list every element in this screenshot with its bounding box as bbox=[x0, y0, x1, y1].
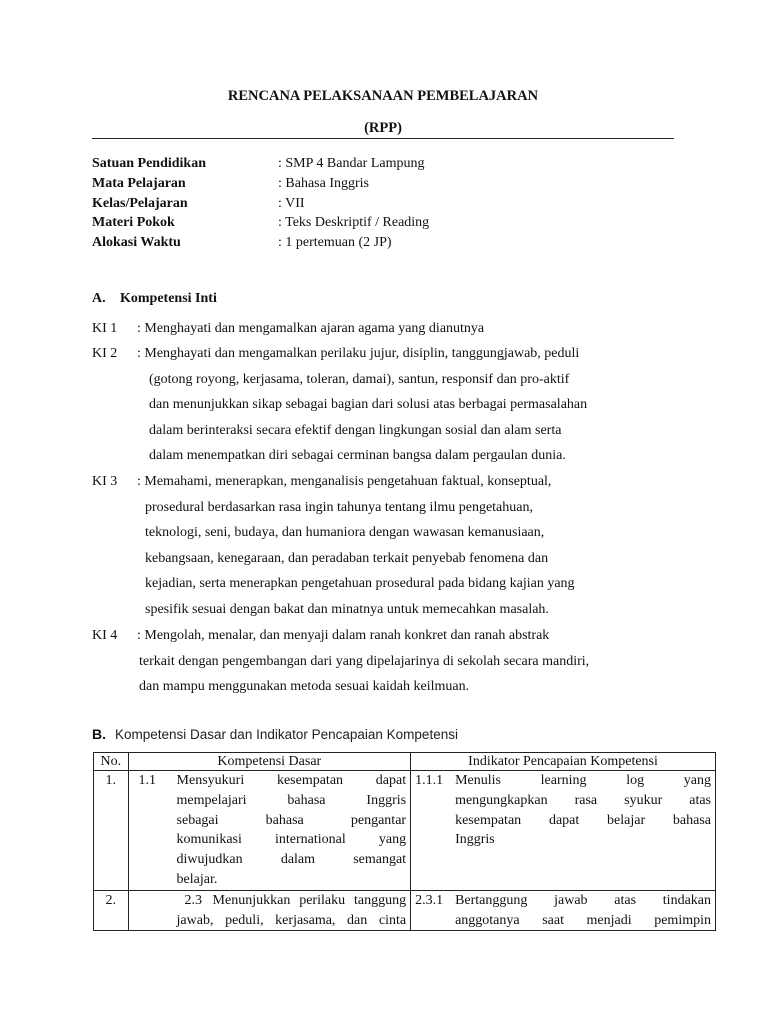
kd-text bbox=[177, 911, 411, 931]
document-subtitle: (RPP) bbox=[364, 120, 402, 136]
indicator-line: Menulis learning log yang bbox=[455, 773, 711, 788]
ki-text bbox=[137, 316, 674, 342]
document-title: RENCANA PELAKSANAAN PEMBELAJARAN bbox=[227, 88, 539, 104]
ki-line: kebangsaan, kenegaraan, dan peradaban terkait penyebab fenomena dan bbox=[145, 550, 549, 566]
ki-line: (gotong royong, kerjasama, toleran, damai), santun, responsif dan pro-aktif bbox=[149, 371, 570, 387]
title-divider bbox=[92, 138, 674, 139]
competency-table bbox=[93, 752, 716, 931]
identity-row bbox=[92, 174, 674, 194]
identity-value: : VII bbox=[278, 195, 305, 211]
ki-line: kejadian, serta menerapkan pengetahuan prosedural pada bidang kajian yang bbox=[145, 576, 575, 592]
ki-line: prosedural berdasarkan rasa ingin tahunya tentang ilmu pengetahuan, bbox=[145, 499, 533, 515]
ki-line: terkait dengan pengembangan dari yang dipelajarinya di sekolah secara mandiri, bbox=[139, 653, 590, 669]
kd-line: Mensyukuri kesempatan dapat bbox=[176, 773, 407, 788]
kd-line: diwujudkan dalam semangat bbox=[176, 852, 407, 868]
indicator-line: kesempatan dapat belajar bahasa bbox=[455, 812, 711, 828]
section-b-heading bbox=[92, 726, 458, 744]
indicator-cell bbox=[411, 890, 716, 931]
ki-line: dan menunjukkan sikap sebagai bagian dari solusi atas berbagai permasalahan bbox=[149, 397, 588, 413]
kd-cell-continuation bbox=[129, 911, 411, 931]
kd-number: 1.1 bbox=[138, 773, 157, 788]
kd-cell bbox=[128, 890, 411, 931]
section-a-title: Kompetensi Inti bbox=[120, 291, 217, 306]
kd-text bbox=[177, 771, 411, 791]
indicator-line: Bertanggung jawab atas tindakan bbox=[455, 892, 711, 908]
indicator-cell-content bbox=[411, 771, 715, 850]
kd-cell-content bbox=[129, 771, 411, 791]
identity-value: : 1 pertemuan (2 JP) bbox=[278, 235, 392, 251]
kd-line: komunikasi international yang bbox=[176, 832, 407, 848]
identity-label: Satuan Pendidikan bbox=[92, 156, 206, 171]
header-no: No. bbox=[94, 753, 129, 771]
identity-label: Kelas/Pelajaran bbox=[92, 195, 188, 211]
ki-line: : Mengolah, menalar, dan menyaji dalam ranah konkret dan ranah abstrak bbox=[137, 628, 550, 643]
ki-label: KI 1 bbox=[92, 321, 118, 336]
kd-indent bbox=[129, 791, 177, 890]
indicator-cell bbox=[411, 771, 716, 891]
identity-value: : Teks Deskriptif / Reading bbox=[278, 215, 430, 231]
kd-line: Menunjukkan perilaku tanggung bbox=[212, 892, 407, 908]
kd-line: sebagai bahasa pengantar bbox=[176, 812, 407, 828]
indicator-line: mengungkapkan rasa syukur atas bbox=[455, 792, 711, 808]
kd-cell bbox=[128, 771, 411, 891]
indicator-number: 2.3.1 bbox=[415, 892, 444, 908]
indicator-line: anggotanya saat menjadi pemimpin bbox=[455, 912, 711, 928]
indicator-number: 1.1.1 bbox=[415, 773, 444, 788]
ki-label: KI 4 bbox=[92, 628, 118, 643]
ki-text bbox=[137, 341, 674, 469]
identity-value: : SMP 4 Bandar Lampung bbox=[278, 156, 425, 171]
ki-label: KI 2 bbox=[92, 346, 118, 361]
ki-line: dan mampu menggunakan metoda sesuai kaidah keilmuan. bbox=[139, 679, 470, 695]
kd-text bbox=[177, 791, 411, 890]
indicator-text bbox=[455, 771, 715, 850]
ki-line: teknologi, seni, budaya, dan humaniora dengan wawasan kemanusiaan, bbox=[145, 525, 545, 541]
kd-cell-continuation bbox=[129, 791, 411, 890]
identity-label: Alokasi Waktu bbox=[92, 235, 181, 251]
identity-label: Materi Pokok bbox=[92, 215, 175, 231]
indicator-text bbox=[455, 891, 715, 931]
ki-line: : Menghayati dan mengamalkan ajaran agama yang dianutnya bbox=[137, 321, 485, 336]
ki-label: KI 3 bbox=[92, 474, 118, 489]
row-number: 2. bbox=[94, 890, 129, 931]
identity-row bbox=[92, 154, 674, 174]
identity-row bbox=[92, 233, 674, 253]
kd-line: jawab, peduli, kerjasama, dan cinta bbox=[176, 912, 407, 928]
kd-text bbox=[213, 891, 411, 911]
indicator-cell-content bbox=[411, 891, 715, 931]
kd-cell-content bbox=[129, 891, 411, 911]
table-header-row bbox=[94, 753, 716, 771]
ki-line: : Memahami, menerapkan, menganalisis pengetahuan faktual, konseptual, bbox=[137, 474, 552, 489]
section-b-title: Kompetensi Dasar dan Indikator Pencapaian Kompetensi bbox=[115, 727, 458, 742]
section-a-heading bbox=[92, 291, 217, 307]
header-kompetensi-dasar: Kompetensi Dasar bbox=[128, 753, 411, 771]
kd-line: mempelajari bahasa Inggris bbox=[176, 792, 407, 808]
ki-line: dalam berinteraksi secara efektif dengan lingkungan sosial dan alam serta bbox=[149, 422, 562, 438]
row-number: 1. bbox=[94, 771, 129, 891]
ki-line: dalam menempatkan diri sebagai cerminan bangsa dalam pergaulan dunia. bbox=[149, 448, 566, 464]
indicator-line: Inggris bbox=[455, 832, 495, 848]
identity-row bbox=[92, 194, 674, 214]
header-indikator: Indikator Pencapaian Kompetensi bbox=[411, 753, 716, 771]
ki-line: : Menghayati dan mengamalkan perilaku jujur, disiplin, tanggungjawab, peduli bbox=[137, 346, 580, 361]
section-a-letter: A. bbox=[92, 291, 106, 306]
kd-number: 2.3 bbox=[184, 892, 203, 908]
section-b-letter: B. bbox=[92, 726, 106, 742]
ki-line: spesifik sesuai dengan bakat dan minatnya untuk memecahkan masalah. bbox=[145, 601, 549, 617]
table-row bbox=[94, 890, 716, 931]
table-row bbox=[94, 771, 716, 891]
ki-text bbox=[137, 469, 674, 623]
identity-label: Mata Pelajaran bbox=[92, 175, 186, 191]
identity-row bbox=[92, 213, 674, 233]
identity-block bbox=[92, 154, 674, 253]
kd-indent bbox=[129, 911, 177, 931]
kd-line: belajar. bbox=[176, 871, 218, 887]
ki-text bbox=[137, 623, 674, 700]
identity-value: : Bahasa Inggris bbox=[278, 175, 369, 191]
